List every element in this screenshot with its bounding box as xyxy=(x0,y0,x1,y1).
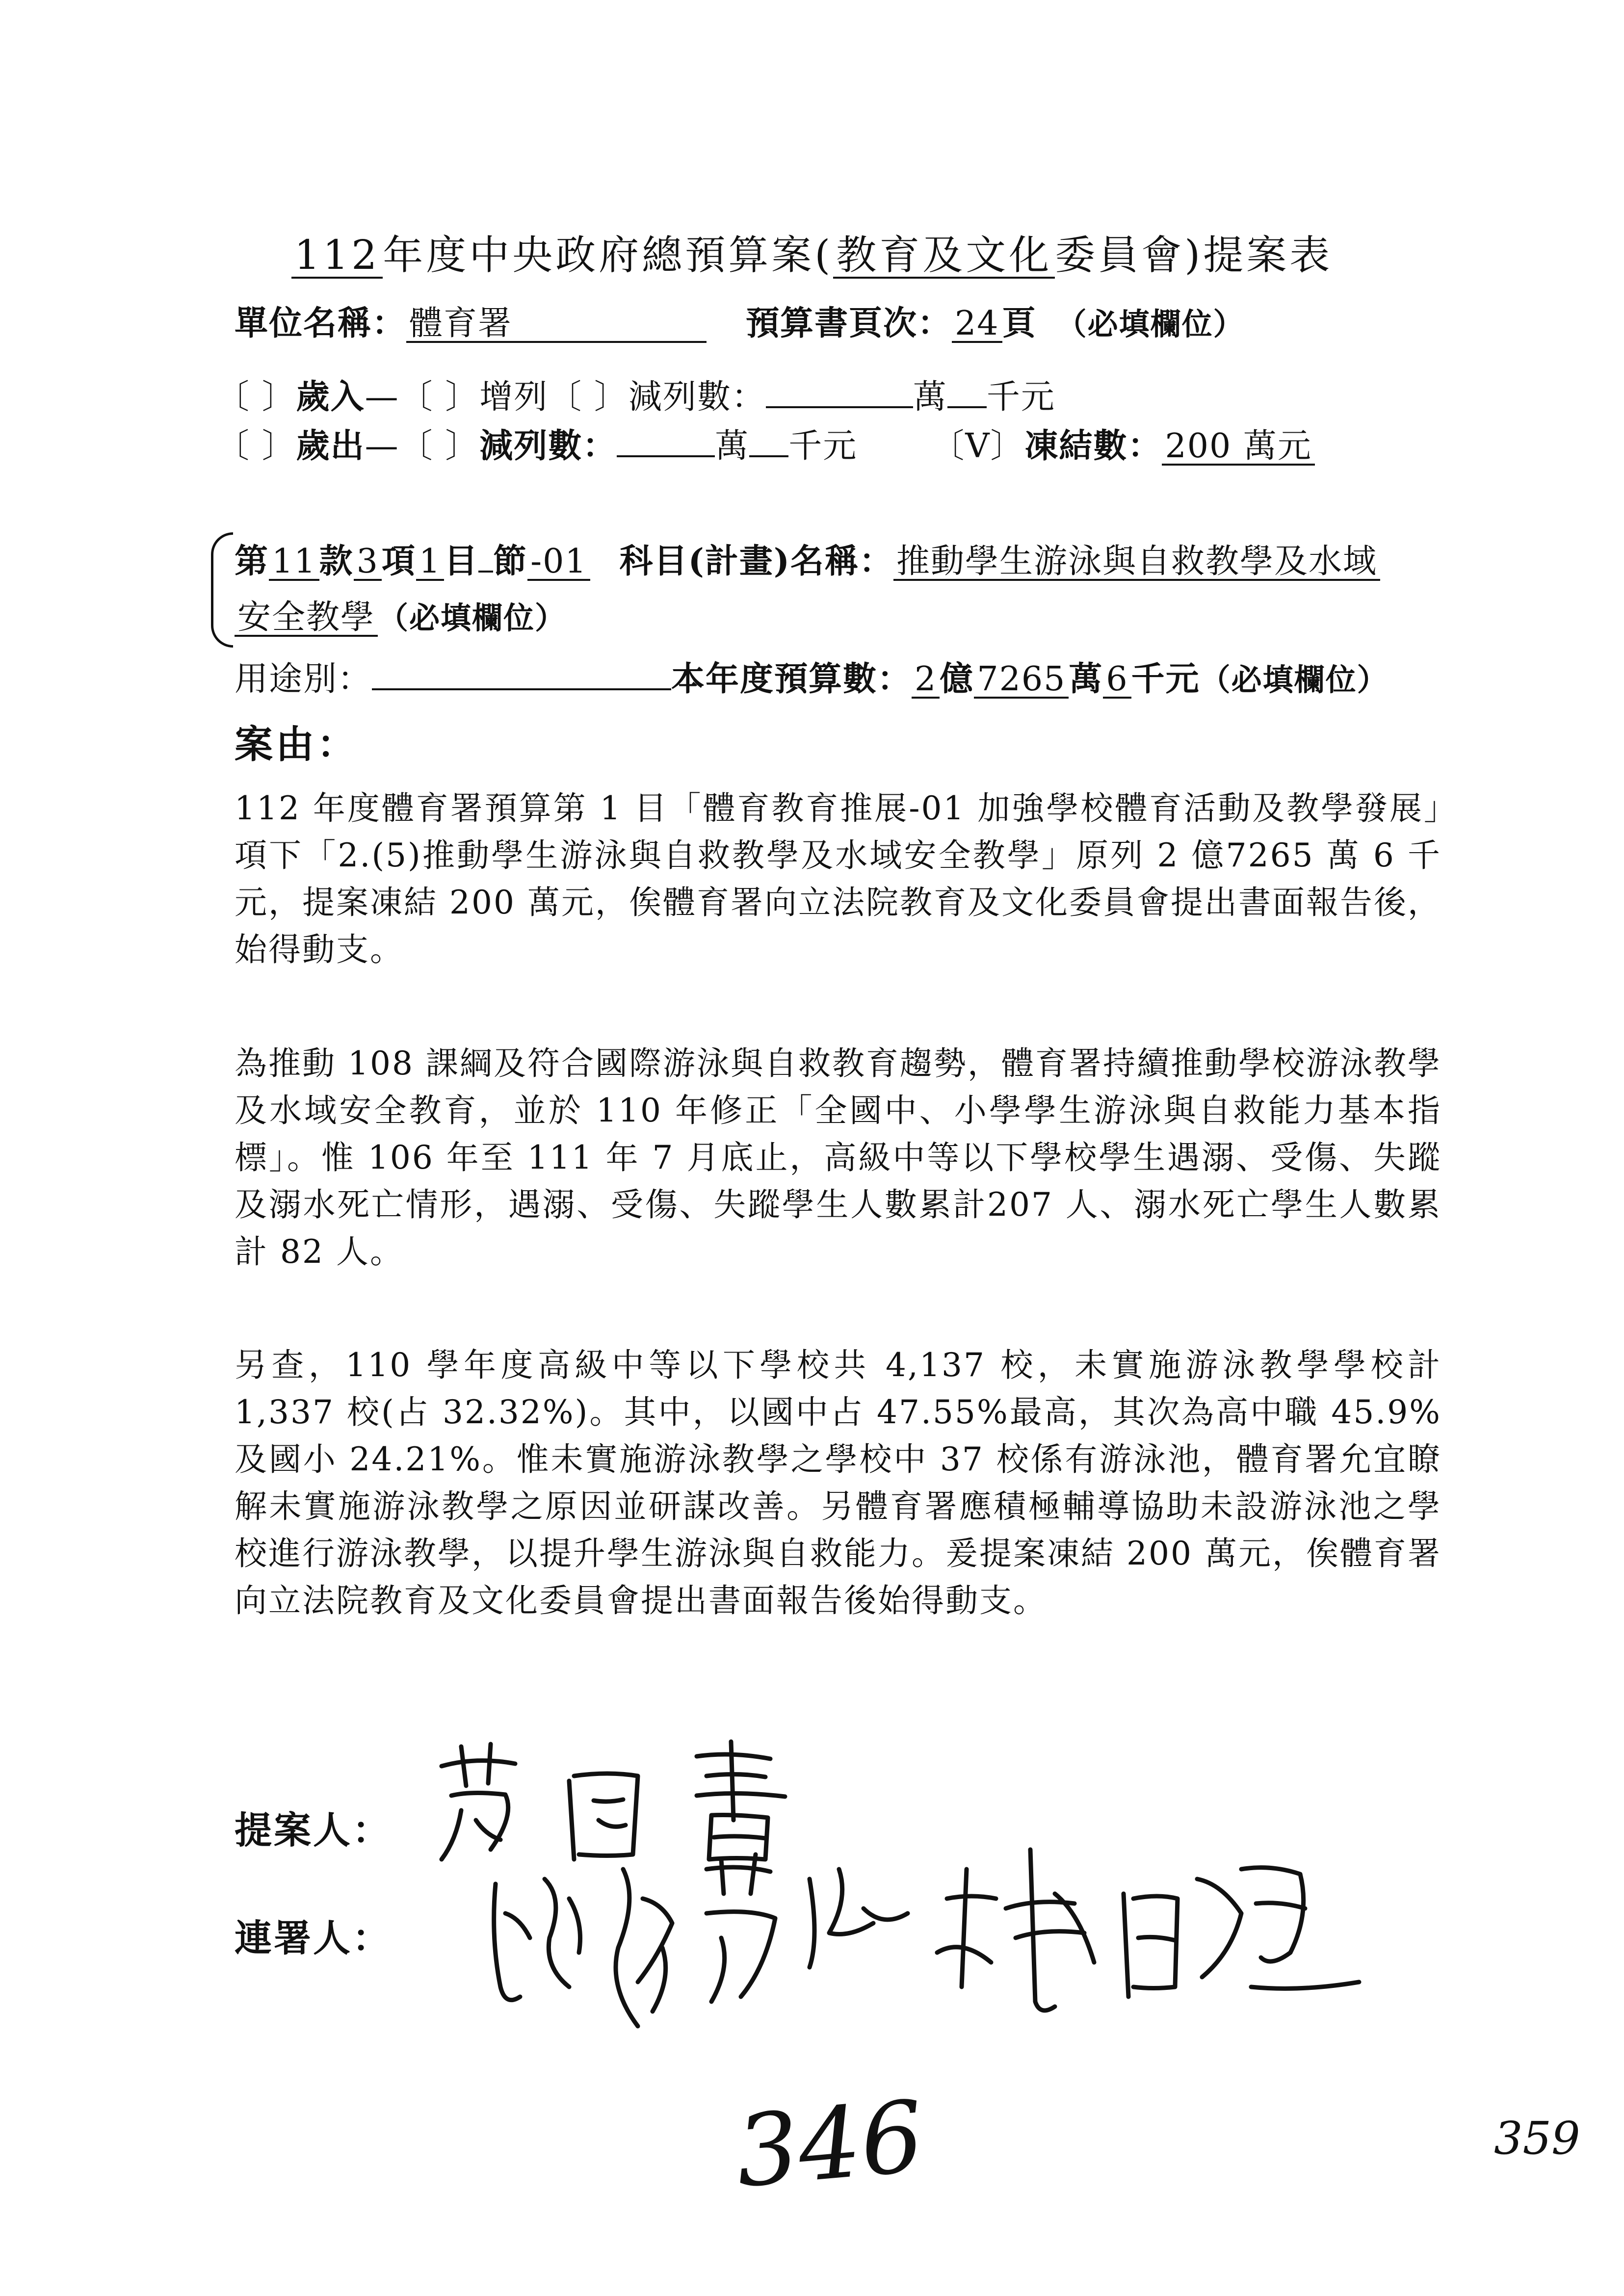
subject-bracket xyxy=(211,532,233,648)
corner-page-number xyxy=(1492,2112,1580,2166)
reason-paragraph-3: 另查，110 學年度高級中等以下學校共 4,137 校，未實施游泳教學學校計1,337 校(占 32.32%)。其中，以國中占 47.55%最高，其次為高中職 45.9%及國小 24.21%。惟未實施游泳教學之學校中 37 校係有游泳池，體育署允宜瞭解未實施游泳教學之原因並研謀改善。另體育署應積極輔導協助未設游泳池之學校進行游泳教學，以提升學生游泳與自救能力。爰提案凍結 200 萬元，俟體育署向立法院教育及文化委員會提出書面報告後始得動支。 xyxy=(235,1346,1441,1619)
reason-paragraph-2: 為推動 108 課綱及符合國際游泳與自救教育趨勢，體育署持續推動學校游泳教學及水域安全教育，並於 110 年修正「全國中、小學學生游泳與自救能力基本指標」。惟 106 年至 111 年 7 月底止，高級中等以下學校學生遇溺、受傷、失蹤及溺水死亡情形，遇溺、受傷、失蹤學生人數累計207 人、溺水死亡學生人數累計 82 人。 xyxy=(235,1044,1441,1271)
expenditure-qian: 千元 xyxy=(788,427,858,466)
subject-name-line2: 安全教學 xyxy=(235,600,378,637)
budget-wan-label: 萬 xyxy=(1069,659,1103,699)
reason-paragraph-1: 112 年度體育署預算第 1 目「體育教育推展-01 加強學校體育活動及教學發展」項下「2.(5)推動學生游泳與自救教學及水域安全教學」原列 2 億7265 萬 6 千元，提案凍結 200 萬元，俟體育署向立法院教育及文化委員會提出書面報告後，始得動支。 xyxy=(235,789,1441,968)
revenue-check: 〔 〕 xyxy=(216,378,296,417)
expenditure-dash: — xyxy=(365,427,399,466)
handwritten-page-number xyxy=(731,2079,937,2210)
reason-label: 案由： xyxy=(235,722,359,767)
budget-yi-label: 億 xyxy=(940,659,974,699)
expenditure-qian-blank xyxy=(749,455,788,457)
mu-value: 1 xyxy=(416,544,444,581)
kuan-pre: 第 xyxy=(235,542,269,581)
revenue-label: 歲入 xyxy=(296,377,365,417)
budget-label: 本年度預算數： xyxy=(671,659,912,699)
revenue-add: 〔 〕增列 xyxy=(399,378,549,417)
subject-name-label: 科目(計畫)名稱： xyxy=(619,542,894,581)
revenue-sub: 〔 〕減列數： xyxy=(548,378,766,417)
expenditure-check: 〔 〕 xyxy=(216,427,296,466)
freeze-check: 〔V〕 xyxy=(931,427,1025,466)
handwritten-page-number-text: 346 xyxy=(731,2079,928,2210)
title-mid: 年度中央政府總預算案( xyxy=(383,232,834,279)
budget-yi: 2 xyxy=(912,662,940,699)
title-end: 委員會)提案表 xyxy=(1055,232,1333,279)
budget-qian: 6 xyxy=(1103,662,1131,699)
subject-line-1 xyxy=(235,535,1380,582)
freeze-label: 凍結數： xyxy=(1024,426,1162,466)
expenditure-line xyxy=(216,419,1315,467)
budget-wan: 7265 xyxy=(974,662,1069,699)
title-committee: 教育及文化 xyxy=(833,235,1055,279)
revenue-wan-blank xyxy=(766,406,913,408)
title-year: 112 xyxy=(291,235,383,279)
subject-required: （必填欄位） xyxy=(378,600,567,636)
unit-line xyxy=(235,297,1245,344)
usage-line xyxy=(235,652,1388,700)
revenue-qian-blank xyxy=(947,406,987,408)
expenditure-sub-check: 〔 〕 xyxy=(399,427,480,466)
subject-line-2 xyxy=(235,594,566,637)
freeze-value: 200 萬元 xyxy=(1162,429,1314,466)
usage-blank xyxy=(372,688,671,690)
page-value: 24 xyxy=(952,306,1002,343)
kuan-label: 款 xyxy=(319,542,354,581)
page-label: 預算書頁次： xyxy=(746,304,952,343)
usage-label: 用途別： xyxy=(235,660,372,699)
budget-qian-label: 千元 xyxy=(1131,659,1200,699)
expenditure-wan: 萬 xyxy=(715,427,750,466)
revenue-line xyxy=(216,370,1055,418)
jie-value: -01 xyxy=(527,544,590,581)
cosigner-signature xyxy=(476,1840,1384,2061)
document-title xyxy=(0,223,1624,281)
proposer-label: 提案人： xyxy=(235,1808,392,1852)
expenditure-label: 歲出 xyxy=(296,426,365,466)
revenue-qian: 千元 xyxy=(986,378,1055,417)
jie-blank xyxy=(478,570,493,573)
page-suffix: 頁 xyxy=(1002,304,1037,343)
xiang-label: 項 xyxy=(381,542,416,581)
corner-page-number-text: 359 xyxy=(1494,2112,1580,2165)
kuan-value: 11 xyxy=(269,544,319,581)
mu-label: 目 xyxy=(444,542,479,581)
unit-value: 體育署 xyxy=(406,306,707,343)
budget-required: （必填欄位） xyxy=(1200,662,1388,698)
jie-label: 節 xyxy=(493,542,528,581)
unit-required: （必填欄位） xyxy=(1056,306,1245,342)
expenditure-sub-label: 減列數： xyxy=(479,426,617,466)
unit-label: 單位名稱： xyxy=(235,304,407,343)
xiang-value: 3 xyxy=(354,544,382,581)
subject-name-line1: 推動學生游泳與自救教學及水域 xyxy=(893,544,1380,581)
revenue-wan: 萬 xyxy=(913,378,947,417)
revenue-dash: — xyxy=(365,378,399,417)
cosigner-label: 連署人： xyxy=(235,1916,392,1960)
expenditure-wan-blank xyxy=(617,455,715,457)
